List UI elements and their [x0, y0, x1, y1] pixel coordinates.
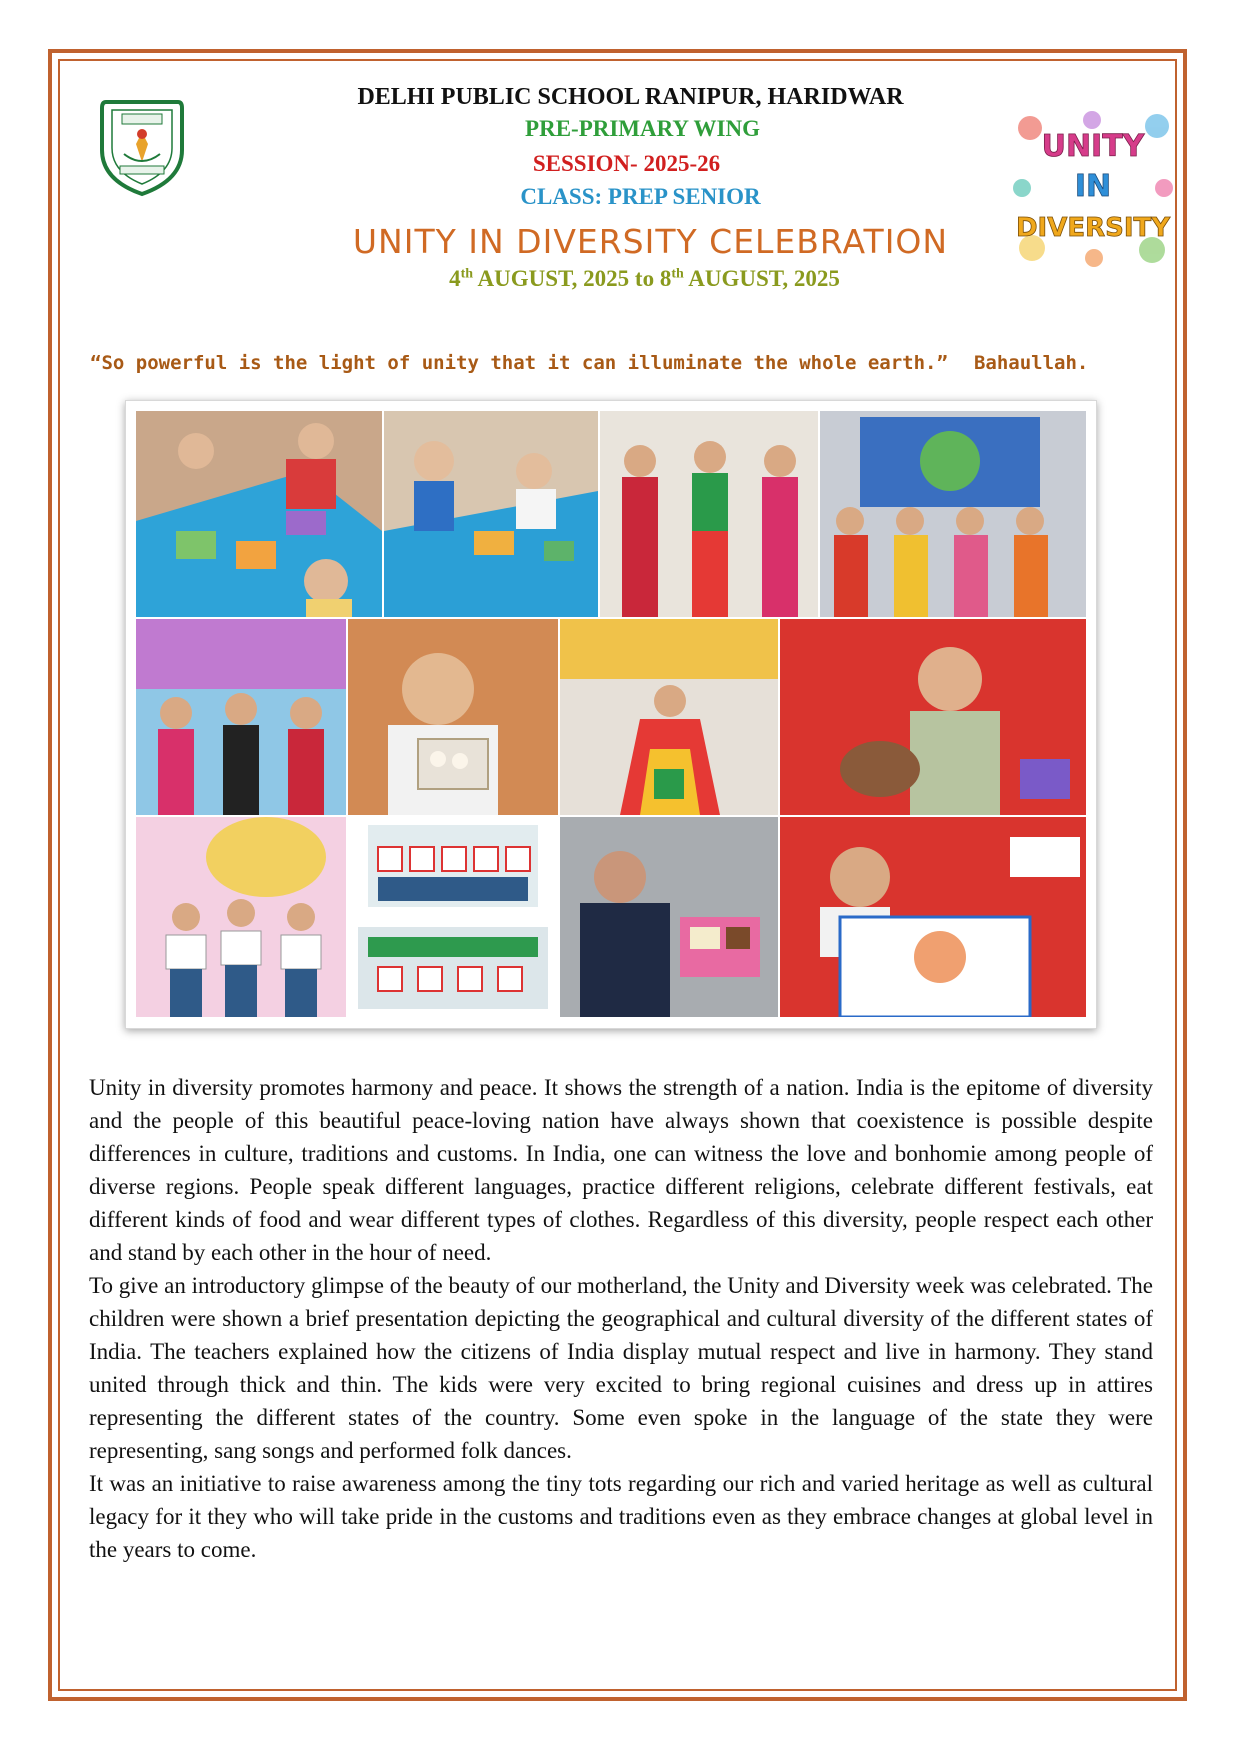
event-dates: 4th AUGUST, 2025 to 8th AUGUST, 2025 [449, 266, 840, 291]
badge-line-2: IN [1074, 169, 1112, 204]
photo-collage [125, 400, 1097, 1029]
event-title: UNITY IN DIVERSITY CELEBRATION [352, 222, 949, 261]
photo-children-eating-lunch [136, 411, 382, 617]
photo-boy-holding-food-box [348, 619, 558, 815]
wing-name: PRE-PRIMARY WING [525, 116, 760, 141]
photo-girl-in-colourful-costume [560, 619, 778, 815]
quote [90, 352, 1170, 374]
paragraph-1: Unity in diversity promotes harmony and peace. It shows the strength of a nation. India is the epitome of diversity and the people of this beautiful peace-loving nation have always shown that coexistence is possible despite differences in culture, traditions and customs. In India, one can witness the love and bonhomie among people of diverse regions. People speak different languages, practice different religions, celebrate different festivals, eat different kinds of food and wear different types of clothes. Regardless of this diversity, people respect each other and stand by each other in the hour of need. [89, 1075, 1153, 1265]
quote-author: Bahaullah. [973, 352, 1089, 374]
paragraph-2: To give an introductory glimpse of the beauty of our motherland, the Unity and Diversity week was celebrated. The children were shown a brief presentation depicting the geographical and cultural diversity of the different states of India. The teachers explained how the citizens of India display mutual respect and live in harmony. They stand united through thick and thin. The kids were very excited to bring regional cuisines and dress up in attires representing the different states of the country. Some even spoke in the language of the state they were representing, sang songs and performed folk dances. [89, 1273, 1153, 1463]
photo-child-colouring-worksheet [780, 817, 1086, 1017]
class-label: CLASS: PREP SENIOR [520, 184, 761, 209]
article-body [89, 1071, 1153, 1566]
badge-line-3: DIVERSITY [1015, 213, 1171, 243]
paragraph-3: It was an initiative to raise awareness among the tiny tots regarding our rich and varied heritage as well as cultural legacy for it they who will take pride in the customs and traditions even as they embrace changes at global level in the years to come. [89, 1471, 1153, 1562]
school-name: DELHI PUBLIC SCHOOL RANIPUR, HARIDWAR [357, 84, 904, 110]
photo-children-holding-flag-drawings [136, 817, 346, 1017]
badge-line-1: UNITY [1041, 129, 1145, 164]
photo-children-in-regional-attire [136, 619, 346, 815]
quote-text: “So powerful is the light of unity that it can illuminate the whole earth.” [90, 352, 948, 374]
photo-girl-with-food-plate [780, 619, 1086, 815]
photo-boy-with-tiffin [560, 817, 778, 1017]
photo-students-with-worksheets [348, 817, 558, 1017]
photo-students-in-costumes-before-screen [820, 411, 1086, 617]
photo-girls-in-traditional-dress [600, 411, 818, 617]
photo-children-at-table-with-food [384, 411, 598, 617]
session-label: SESSION- 2025-26 [532, 151, 721, 176]
